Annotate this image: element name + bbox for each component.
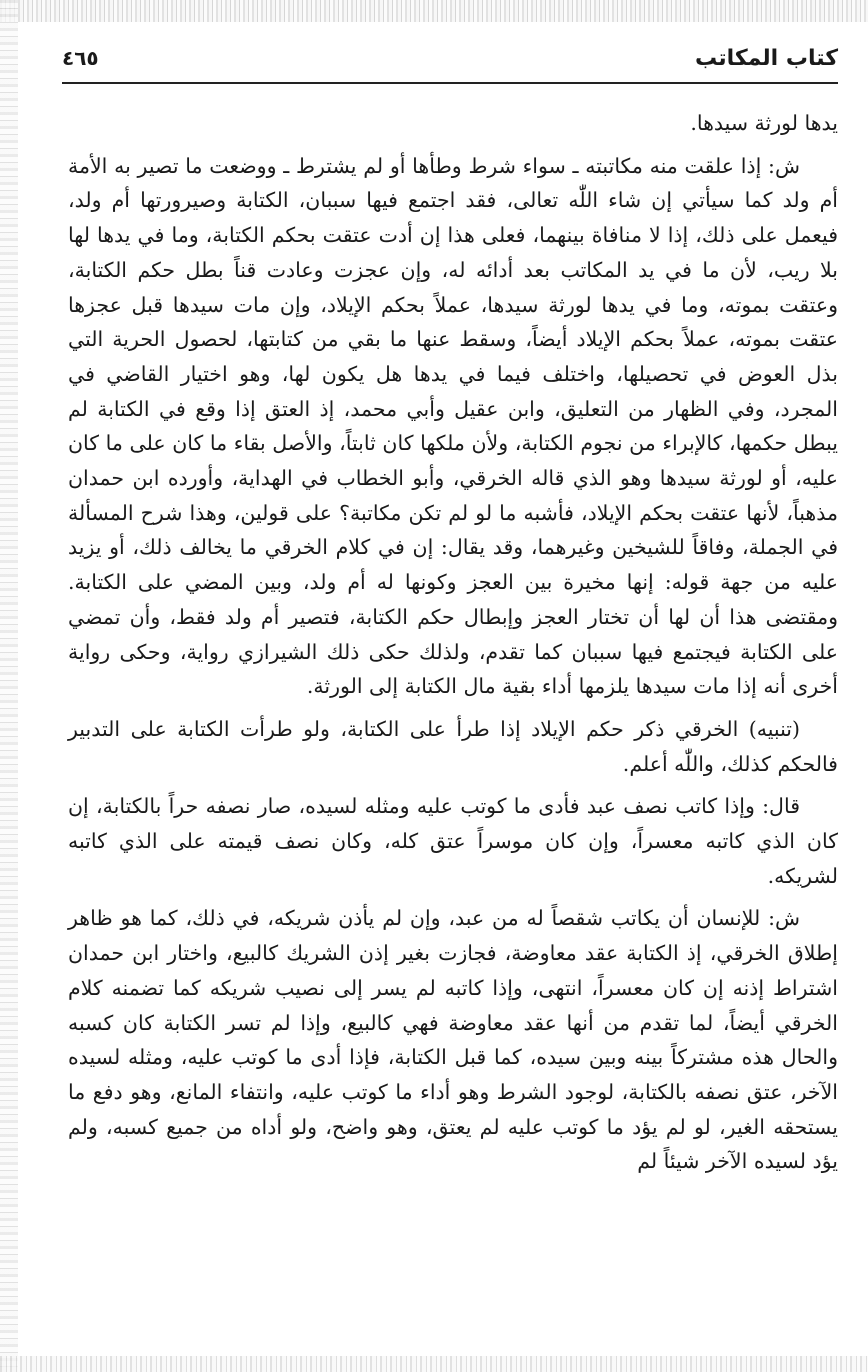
page-header <box>62 44 838 80</box>
paragraph: ش: للإنسان أن يكاتب شقصاً له من عبد، وإن لم يأذن شريكه، في ذلك، كما هو ظاهر إطلاق الخرقي، إذ الكتابة عقد معاوضة، فجازت بغير إذن الشريك كالبيع، واختار ابن حمدان اشتراط إذنه إن كان معسراً، انتهى، وإذا كاتبه لم يسر إلى نصيب شريكه كما تضمنه كلام الخرقي أيضاً، لما تقدم من أنها عقد معاوضة فهي كالبيع، وإذا لم تسر الكتابة كان كسبه والحال هذه مشتركاً بينه وبين سيده، كما قبل الكتابة، فإذا أدى ما كوتب عليه، ومثله لسيده الآخر، عتق نصفه بالكتابة، لوجود الشرط وهو أداء ما كوتب عليه، وانتفاء المانع، وهو دفع ما يستحقه الغير، لو لم يؤد ما كوتب عليه لم يعتق، وهو واضح، ولو أداه من جميع كسبه، ولم يؤد لسيده الآخر شيئاً لم <box>68 906 838 1174</box>
paragraph: قال: وإذا كاتب نصف عبد فأدى ما كوتب عليه ومثله لسيده، صار نصفه حراً بالكتابة، إن كان الذي كاتبه معسراً، وإن كان موسراً عتق كله، وكان نصف قيمته على الذي كاتبه لشريكه. <box>68 794 838 888</box>
scan-top-edge <box>0 0 868 22</box>
paragraph: (تنبيه) الخرقي ذكر حكم الإيلاد إذا طرأ على الكتابة، ولو طرأت الكتابة على التدبير فالحكم كذلك، واللّٰه أعلم. <box>68 716 838 776</box>
header-divider <box>62 82 838 84</box>
scan-bottom-edge <box>0 1356 868 1372</box>
scan-left-edge <box>0 0 18 1372</box>
page-number: ٤٦٥ <box>62 46 99 70</box>
paragraph: يدها لورثة سيدها. <box>690 111 838 135</box>
running-title: كتاب المكاتب <box>695 46 838 71</box>
body-text <box>68 106 838 1187</box>
paragraph: ش: إذا علقت منه مكاتبته ـ سواء شرط وطأها أو لم يشترط ـ ووضعت ما تصير به الأمة أم ولد كما سيأتي إن شاء اللّٰه تعالى، فقد اجتمع فيها سببان، الكتابة وصيرورتها أم ولد، فيعمل على ذلك، إذا لا منافاة بينهما، فعلى هذا إن أدت عتقت بحكم الكتابة، وما في يدها لها بلا ريب، لأن ما في يد المكاتب بعد أدائه له، وإن عجزت وعادت قناً بطل حكم الكتابة، وعتقت بموته، وما في يدها لورثة سيدها، عملاً بحكم الإيلاد، وإن مات سيدها قبل عجزها عتقت بموته، عملاً بحكم الإيلاد أيضاً، وسقط عنها ما بقي من كتابتها، لحصول الحرية التي بذل العوض في تحصيلها، واختلف فيما في يدها هل يكون لها، وهو اختيار القاضي في المجرد، وفي الظهار من التعليق، وابن عقيل وأبي محمد، إذ العتق إذا وقع في الكتابة لم يبطل حكمها، كالإبراء من نجوم الكتابة، ولأن ملكها كان ثابتاً، والأصل بقاء ما كان على ما كان عليه، أو لورثة سيدها وهو الذي قاله الخرقي، وأبو الخطاب في الهداية، وأورده ابن حمدان مذهباً، لأنها عتقت بحكم الإيلاد، فأشبه ما لو لم تكن مكاتبة؟ على قولين، وهذا شرح المسألة في الجملة، وفاقاً للشيخين وغيرهما، وقد يقال: إن في كلام الخرقي ما يخالف ذلك، أو يزيد عليه من جهة قوله: إنها مخيرة بين العجز وكونها له أم ولد، وبين المضي على الكتابة. ومقتضى هذا أن لها أن تختار العجز وإبطال حكم الكتابة، فتصير أم ولد فقط، وأن تمضي على الكتابة فيجتمع فيها سببان كما تقدم، ولذلك حكى ذلك الشيرازي رواية، وحكى رواية أخرى أنه إذا مات سيدها يلزمها أداء بقية مال الكتابة إلى الورثة. <box>68 153 839 699</box>
